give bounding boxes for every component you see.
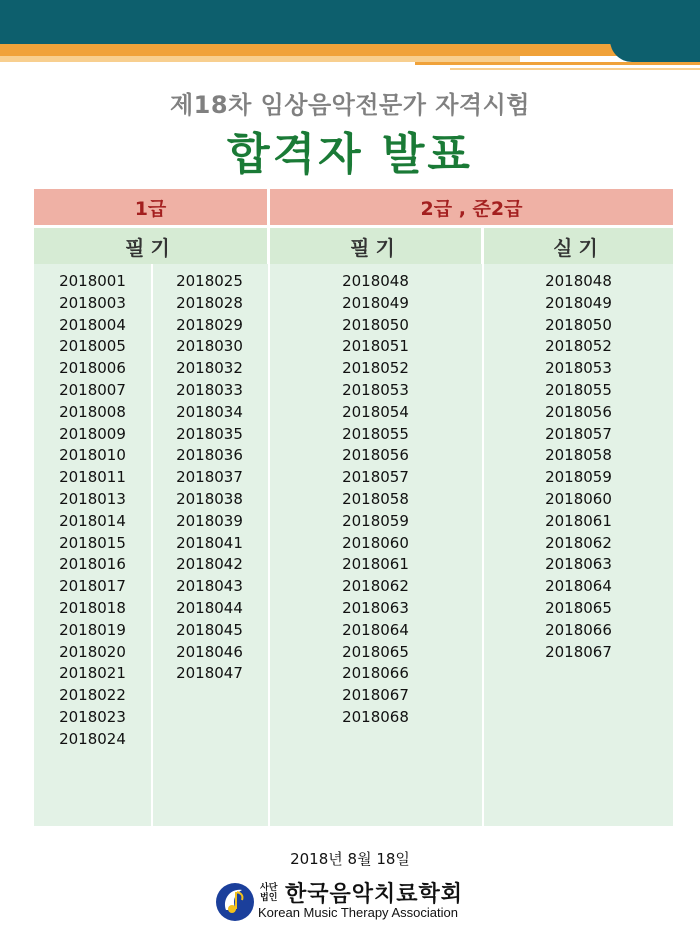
candidate-number: 2018037 (176, 468, 243, 487)
candidate-number: 2018066 (545, 620, 612, 639)
candidate-number: 2018066 (342, 664, 409, 683)
candidate-number: 2018038 (176, 489, 243, 508)
org-type-label (260, 883, 277, 903)
org-type-bottom: 법인 (260, 893, 278, 903)
candidate-number: 2018048 (545, 272, 612, 290)
page-subtitle: 제18차 임상음악전문가 자격시험 (169, 91, 530, 119)
candidate-number: 2018001 (59, 272, 126, 290)
candidate-number: 2018007 (59, 380, 126, 399)
org-name-english: Korean Music Therapy Association (258, 905, 458, 920)
candidate-number: 2018060 (342, 533, 409, 552)
candidate-number: 2018023 (59, 707, 126, 726)
candidate-number: 2018029 (176, 315, 243, 334)
candidate-number: 2018055 (342, 424, 409, 443)
candidate-number: 2018010 (59, 446, 126, 465)
candidate-number: 2018013 (59, 489, 126, 508)
candidate-number: 2018046 (176, 642, 243, 661)
candidate-number: 2018032 (176, 359, 243, 378)
candidate-number: 2018061 (342, 555, 409, 574)
candidate-number: 2018018 (59, 598, 126, 617)
candidate-number: 2018020 (59, 642, 126, 661)
candidate-number: 2018024 (59, 729, 126, 748)
candidate-number: 2018064 (342, 620, 409, 639)
results-table (34, 189, 673, 826)
candidate-number: 2018044 (176, 598, 243, 617)
candidate-number: 2018068 (342, 707, 409, 726)
candidate-number: 2018022 (59, 686, 126, 705)
candidate-number: 2018057 (342, 468, 409, 487)
candidate-number: 2018008 (59, 402, 126, 421)
banner-orange-line (415, 62, 700, 65)
candidate-number: 2018055 (545, 380, 612, 399)
candidate-number: 2018043 (176, 577, 243, 596)
candidate-number: 2018011 (59, 468, 126, 487)
candidate-number: 2018025 (176, 272, 243, 290)
candidate-number: 2018065 (545, 598, 612, 617)
candidate-number: 2018048 (342, 272, 409, 290)
candidate-number: 2018021 (59, 664, 126, 683)
music-note-logo-icon (214, 880, 256, 922)
candidate-number: 2018016 (59, 555, 126, 574)
banner-teal-corner (610, 40, 700, 62)
header-grade1: 1급 (34, 189, 267, 225)
candidate-number: 2018003 (59, 293, 126, 312)
candidate-number: 2018057 (545, 424, 612, 443)
candidate-number: 2018033 (176, 380, 243, 399)
candidate-number: 2018052 (342, 359, 409, 378)
banner-teal-band (0, 0, 700, 44)
candidate-number: 2018028 (176, 293, 243, 312)
candidate-number: 2018065 (342, 642, 409, 661)
grade1-written-list-1 (34, 264, 151, 751)
grade2-written-list (270, 264, 481, 729)
candidate-number: 2018047 (176, 664, 243, 683)
page-title: 합격자 발표 (227, 129, 473, 180)
candidate-number: 2018045 (176, 620, 243, 639)
org-name-korean: 한국음악치료학회 (285, 882, 464, 907)
banner-light-line (450, 68, 700, 70)
announcement-date: 2018년 8월 18일 (290, 850, 410, 868)
candidate-number: 2018060 (545, 489, 612, 508)
candidate-number: 2018059 (545, 468, 612, 487)
grade2-practical-list (484, 264, 673, 663)
header-grade2-practical: 실기 (484, 228, 673, 264)
candidate-number: 2018017 (59, 577, 126, 596)
row-divider (34, 225, 673, 228)
candidate-number: 2018062 (545, 533, 612, 552)
candidate-number: 2018053 (545, 359, 612, 378)
candidate-number: 2018004 (59, 315, 126, 334)
candidate-number: 2018036 (176, 446, 243, 465)
candidate-number: 2018062 (342, 577, 409, 596)
candidate-number: 2018041 (176, 533, 243, 552)
candidate-number: 2018063 (545, 555, 612, 574)
candidate-number: 2018015 (59, 533, 126, 552)
candidate-number: 2018067 (342, 686, 409, 705)
candidate-number: 2018005 (59, 337, 126, 356)
candidate-number: 2018035 (176, 424, 243, 443)
candidate-number: 2018052 (545, 337, 612, 356)
banner-orange-band (0, 44, 700, 56)
candidate-number: 2018030 (176, 337, 243, 356)
candidate-number: 2018053 (342, 380, 409, 399)
candidate-number: 2018058 (342, 489, 409, 508)
header-grade2: 2급 , 준2급 (270, 189, 673, 225)
org-type-top: 사단 (260, 883, 278, 893)
candidate-number: 2018050 (545, 315, 612, 334)
candidate-number: 2018050 (342, 315, 409, 334)
candidate-number: 2018006 (59, 359, 126, 378)
candidate-number: 2018054 (342, 402, 409, 421)
candidate-number: 2018042 (176, 555, 243, 574)
candidate-number: 2018051 (342, 337, 409, 356)
candidate-number: 2018059 (342, 511, 409, 530)
candidate-number: 2018049 (342, 293, 409, 312)
candidate-number: 2018063 (342, 598, 409, 617)
candidate-number: 2018056 (545, 402, 612, 421)
candidate-number: 2018014 (59, 511, 126, 530)
candidate-number: 2018034 (176, 402, 243, 421)
candidate-number: 2018058 (545, 446, 612, 465)
candidate-number: 2018009 (59, 424, 126, 443)
header-grade2-written: 필기 (270, 228, 481, 264)
candidate-number: 2018056 (342, 446, 409, 465)
candidate-number: 2018019 (59, 620, 126, 639)
candidate-number: 2018049 (545, 293, 612, 312)
grade1-written-list-2 (151, 264, 268, 685)
candidate-number: 2018061 (545, 511, 612, 530)
candidate-number: 2018067 (545, 642, 612, 661)
header-grade1-written: 필기 (34, 228, 267, 264)
candidate-number: 2018064 (545, 577, 612, 596)
candidate-number: 2018039 (176, 511, 243, 530)
